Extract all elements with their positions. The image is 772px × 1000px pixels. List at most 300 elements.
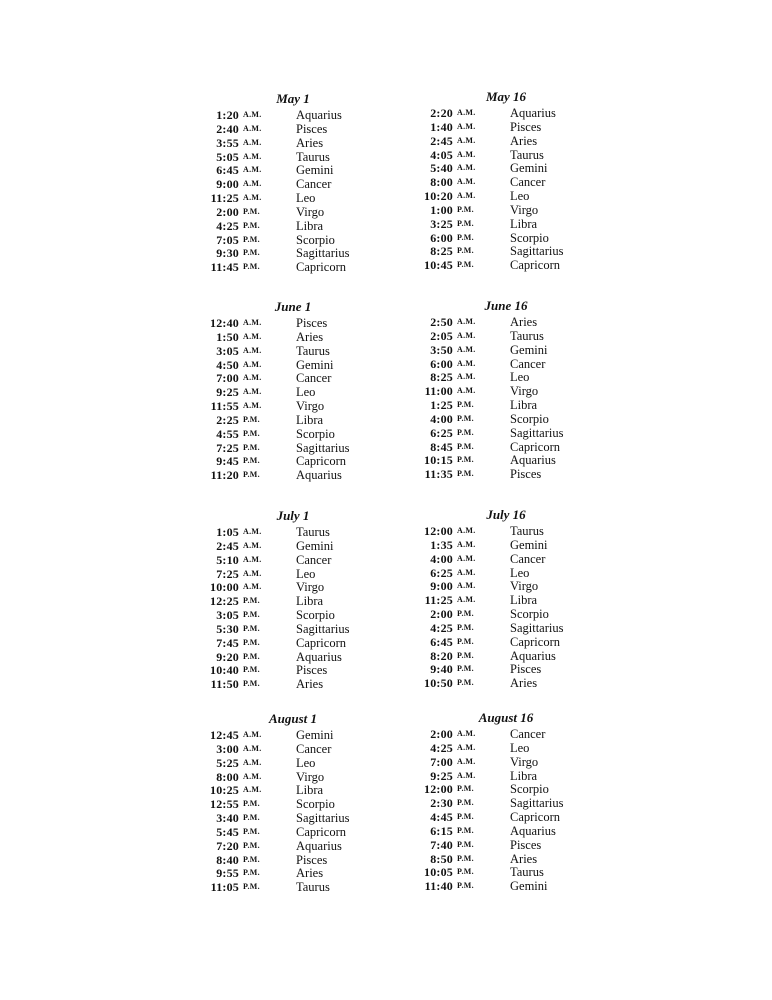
time-cell: 2:45 (430, 133, 453, 148)
sign-cell: Libra (296, 594, 324, 609)
time-cell: 2:25 (216, 412, 239, 427)
table-row (419, 796, 772, 810)
sign-cell: Taurus (510, 865, 544, 880)
sign-cell: Capricorn (510, 634, 560, 649)
time-cell: 11:45 (210, 260, 239, 275)
table-row (419, 120, 772, 134)
sign-cell: Aquarius (296, 838, 342, 853)
sign-cell: Scorpio (510, 230, 549, 245)
ampm-cell: A.M. (243, 387, 262, 397)
sign-cell: Aries (510, 851, 538, 866)
time-cell: 9:00 (216, 177, 239, 192)
ampm-cell: P.M. (243, 813, 260, 823)
ampm-cell: A.M. (457, 330, 476, 340)
sign-cell: Capricorn (510, 258, 560, 273)
ampm-cell: P.M. (243, 442, 260, 452)
sign-cell: Aquarius (296, 108, 342, 122)
ampm-cell: P.M. (457, 469, 474, 479)
time-cell: 9:20 (216, 649, 239, 664)
sign-cell: Sagittarius (510, 620, 564, 635)
ampm-cell: P.M. (243, 414, 260, 424)
ampm-cell: P.M. (457, 798, 474, 808)
sign-cell: Taurus (296, 880, 330, 895)
ampm-cell: P.M. (243, 248, 260, 258)
time-cell: 10:05 (424, 865, 453, 880)
table-row (419, 231, 772, 245)
sign-cell: Aries (296, 677, 324, 692)
sign-cell: Virgo (296, 580, 325, 595)
ampm-cell: P.M. (457, 260, 474, 270)
table-row (419, 175, 772, 189)
ampm-cell: P.M. (457, 839, 474, 849)
sign-cell: Virgo (296, 769, 325, 784)
table-row (419, 217, 772, 231)
table-row (419, 566, 772, 580)
ampm-cell: A.M. (243, 771, 262, 781)
time-cell: 1:25 (430, 398, 453, 413)
sign-cell: Sagittarius (296, 440, 350, 455)
sign-cell: Sagittarius (296, 811, 350, 826)
ampm-cell: P.M. (243, 840, 260, 850)
date-heading: May 16 (485, 89, 527, 104)
sign-cell: Taurus (296, 525, 330, 539)
time-cell: 8:40 (216, 852, 239, 867)
time-cell: 3:00 (216, 741, 239, 756)
ampm-cell: A.M. (457, 149, 476, 159)
table-row (419, 741, 772, 755)
sign-cell: Gemini (510, 161, 548, 176)
date-heading: July 16 (486, 507, 526, 522)
ampm-cell: P.M. (457, 784, 474, 794)
sign-cell: Virgo (296, 399, 325, 414)
ampm-cell: P.M. (457, 678, 474, 688)
sign-cell: Gemini (296, 357, 334, 372)
time-cell: 9:25 (216, 385, 239, 400)
sign-cell: Cancer (510, 356, 546, 371)
ampm-cell: A.M. (457, 595, 476, 605)
ampm-cell: A.M. (243, 151, 262, 161)
sign-cell: Aries (296, 329, 324, 344)
time-cell: 10:25 (210, 783, 239, 798)
ampm-cell: P.M. (457, 867, 474, 877)
sign-cell: Virgo (296, 204, 325, 219)
sign-cell: Libra (510, 593, 538, 608)
time-cell: 11:25 (424, 593, 453, 608)
time-sign-list (419, 315, 772, 481)
ampm-cell: A.M. (243, 554, 262, 564)
sign-cell: Pisces (296, 852, 328, 867)
sign-cell: Leo (296, 191, 316, 206)
sign-cell: Leo (296, 566, 316, 581)
sign-cell: Capricorn (296, 635, 346, 650)
ampm-cell: P.M. (457, 636, 474, 646)
sign-cell: Aries (296, 135, 324, 150)
ampm-cell: A.M. (243, 193, 262, 203)
time-cell: 5:40 (430, 161, 453, 176)
ampm-cell: P.M. (457, 455, 474, 465)
ampm-cell: A.M. (457, 526, 476, 535)
ampm-cell: A.M. (457, 121, 476, 131)
table-row (419, 412, 772, 426)
time-cell: 9:40 (430, 662, 453, 677)
ampm-cell: A.M. (243, 318, 262, 327)
table-row (419, 607, 772, 621)
time-cell: 5:05 (216, 149, 239, 164)
ampm-cell: A.M. (243, 785, 262, 795)
time-cell: 4:00 (430, 411, 453, 426)
time-cell: 5:30 (216, 621, 239, 636)
table-row (419, 398, 772, 412)
table-row (419, 161, 772, 175)
sign-cell: Cancer (296, 552, 332, 567)
ampm-cell: A.M. (457, 567, 476, 577)
sign-cell: Virgo (510, 754, 539, 769)
time-cell: 1:00 (430, 202, 453, 217)
ampm-cell: A.M. (457, 191, 476, 201)
ampm-cell: P.M. (457, 825, 474, 835)
time-cell: 10:20 (424, 189, 453, 204)
table-row (419, 106, 772, 120)
table-row (419, 467, 772, 481)
sign-cell: Sagittarius (510, 796, 564, 811)
ampm-cell: P.M. (243, 854, 260, 864)
sign-cell: Leo (510, 189, 530, 204)
time-cell: 11:40 (424, 879, 453, 894)
ampm-cell: A.M. (457, 135, 476, 145)
ampm-cell: A.M. (243, 331, 262, 341)
ampm-cell: A.M. (243, 730, 262, 739)
ampm-cell: P.M. (243, 428, 260, 438)
table-row (419, 357, 772, 371)
time-cell: 10:40 (210, 663, 239, 678)
sign-cell: Scorpio (510, 411, 549, 426)
time-cell: 11:20 (210, 468, 239, 483)
time-cell: 9:45 (216, 454, 239, 469)
sign-cell: Cancer (510, 727, 546, 741)
table-row (419, 370, 772, 384)
ampm-cell: P.M. (457, 881, 474, 891)
table-row (419, 769, 772, 783)
ampm-cell: A.M. (457, 386, 476, 396)
sign-cell: Aquarius (510, 823, 556, 838)
time-cell: 12:40 (210, 316, 239, 330)
table-row (419, 755, 772, 769)
ampm-cell: P.M. (457, 441, 474, 451)
table-row (419, 453, 772, 467)
sign-cell: Gemini (296, 538, 334, 553)
sign-cell: Scorpio (296, 797, 335, 812)
sign-cell: Aries (510, 676, 538, 691)
sign-cell: Capricorn (296, 824, 346, 839)
date-table (419, 711, 772, 911)
table-row (419, 384, 772, 398)
time-cell: 4:05 (430, 147, 453, 162)
time-cell: 6:25 (430, 565, 453, 580)
time-cell: 4:55 (216, 426, 239, 441)
time-cell: 3:40 (216, 811, 239, 826)
date-heading: May 1 (276, 91, 310, 106)
sign-cell: Scorpio (296, 232, 335, 247)
time-cell: 8:00 (430, 175, 453, 190)
sign-cell: Cancer (296, 741, 332, 756)
sign-cell: Scorpio (510, 782, 549, 797)
time-cell: 2:45 (216, 538, 239, 553)
table-row (419, 524, 772, 538)
time-cell: 3:25 (430, 216, 453, 231)
ampm-cell: A.M. (457, 163, 476, 173)
time-cell: 4:25 (430, 620, 453, 635)
time-cell: 8:45 (430, 439, 453, 454)
table-row (419, 148, 772, 162)
sign-cell: Gemini (296, 728, 334, 742)
ampm-cell: P.M. (243, 262, 260, 272)
time-cell: 7:00 (216, 371, 239, 386)
ampm-cell: P.M. (457, 427, 474, 437)
ampm-cell: A.M. (457, 344, 476, 354)
sign-cell: Taurus (296, 343, 330, 358)
time-cell: 7:20 (216, 838, 239, 853)
ampm-cell: A.M. (457, 358, 476, 368)
ampm-cell: A.M. (457, 317, 476, 326)
sign-cell: Sagittarius (510, 425, 564, 440)
ampm-cell: P.M. (457, 218, 474, 228)
table-row (419, 315, 772, 329)
table-row (419, 879, 772, 893)
table-row (419, 203, 772, 217)
ampm-cell: A.M. (243, 568, 262, 578)
time-sign-list (419, 727, 772, 893)
time-cell: 11:35 (424, 467, 453, 482)
ampm-cell: A.M. (457, 729, 476, 738)
ampm-cell: A.M. (243, 527, 262, 536)
time-cell: 12:00 (424, 782, 453, 797)
table-row (419, 852, 772, 866)
sign-cell: Taurus (510, 147, 544, 162)
ampm-cell: A.M. (457, 581, 476, 591)
time-cell: 12:00 (424, 524, 453, 538)
ampm-cell: P.M. (243, 596, 260, 606)
time-sign-list (419, 106, 772, 272)
ampm-cell: P.M. (243, 456, 260, 466)
ampm-cell: A.M. (243, 757, 262, 767)
table-row (419, 649, 772, 663)
table-row (419, 727, 772, 741)
ampm-cell: P.M. (243, 220, 260, 230)
ampm-cell: P.M. (243, 637, 260, 647)
time-cell: 8:50 (430, 851, 453, 866)
time-cell: 9:30 (216, 246, 239, 261)
sign-cell: Leo (296, 755, 316, 770)
time-cell: 8:25 (430, 244, 453, 259)
time-cell: 8:20 (430, 648, 453, 663)
sign-cell: Aquarius (296, 649, 342, 664)
sign-cell: Virgo (510, 579, 539, 594)
sign-cell: Cancer (510, 551, 546, 566)
time-cell: 3:05 (216, 343, 239, 358)
sign-cell: Libra (510, 768, 538, 783)
time-cell: 9:55 (216, 866, 239, 881)
table-row (419, 440, 772, 454)
sign-cell: Leo (510, 370, 530, 385)
sign-cell: Libra (296, 412, 324, 427)
sign-cell: Gemini (510, 537, 548, 552)
ampm-cell: A.M. (457, 770, 476, 780)
time-cell: 2:20 (430, 106, 453, 120)
time-cell: 2:05 (430, 328, 453, 343)
time-cell: 11:55 (210, 399, 239, 414)
date-heading: July 1 (276, 508, 310, 523)
date-heading: August 1 (268, 711, 318, 726)
time-cell: 6:45 (216, 163, 239, 178)
sign-cell: Cancer (510, 175, 546, 190)
time-cell: 5:45 (216, 824, 239, 839)
sign-cell: Aries (510, 315, 538, 329)
table-row (419, 244, 772, 258)
ampm-cell: P.M. (243, 623, 260, 633)
time-cell: 8:00 (216, 769, 239, 784)
sign-cell: Taurus (510, 524, 544, 538)
sign-cell: Virgo (510, 384, 539, 399)
sign-cell: Taurus (296, 149, 330, 164)
time-cell: 11:05 (210, 880, 239, 895)
table-row (419, 579, 772, 593)
ampm-cell: P.M. (457, 204, 474, 214)
time-cell: 12:45 (210, 728, 239, 742)
time-cell: 1:50 (216, 329, 239, 344)
ampm-cell: A.M. (243, 345, 262, 355)
ampm-cell: A.M. (243, 137, 262, 147)
ampm-cell: P.M. (243, 470, 260, 480)
time-cell: 2:40 (216, 121, 239, 136)
ampm-cell: A.M. (243, 123, 262, 133)
date-table (419, 299, 772, 499)
ampm-cell: P.M. (457, 413, 474, 423)
sign-cell: Virgo (510, 202, 539, 217)
time-cell: 2:00 (430, 607, 453, 622)
time-cell: 4:00 (430, 551, 453, 566)
sign-cell: Libra (296, 218, 324, 233)
time-cell: 10:00 (210, 580, 239, 595)
sign-cell: Aries (510, 133, 538, 148)
sign-cell: Taurus (510, 328, 544, 343)
table-row (419, 134, 772, 148)
ampm-cell: A.M. (457, 553, 476, 563)
ampm-cell: P.M. (243, 651, 260, 661)
time-cell: 2:30 (430, 796, 453, 811)
ampm-cell: P.M. (457, 400, 474, 410)
sign-cell: Scorpio (510, 607, 549, 622)
sign-cell: Aquarius (510, 453, 556, 468)
time-cell: 4:25 (430, 740, 453, 755)
time-cell: 7:00 (430, 754, 453, 769)
time-cell: 11:25 (210, 191, 239, 206)
table-row (419, 538, 772, 552)
time-cell: 6:45 (430, 634, 453, 649)
time-cell: 1:05 (216, 525, 239, 539)
table-row (419, 838, 772, 852)
ampm-cell: P.M. (243, 234, 260, 244)
date-heading: June 1 (274, 299, 312, 314)
ampm-cell: P.M. (243, 679, 260, 689)
table-row (419, 552, 772, 566)
ampm-cell: A.M. (243, 401, 262, 411)
table-row (419, 810, 772, 824)
ampm-cell: P.M. (243, 665, 260, 675)
table-row (419, 662, 772, 676)
sign-cell: Pisces (510, 837, 542, 852)
table-row (419, 258, 772, 272)
time-cell: 4:45 (430, 810, 453, 825)
sign-cell: Pisces (296, 316, 328, 330)
time-cell: 7:25 (216, 440, 239, 455)
sign-cell: Pisces (510, 467, 542, 482)
time-cell: 2:00 (430, 727, 453, 741)
sign-cell: Libra (296, 783, 324, 798)
ampm-cell: A.M. (457, 742, 476, 752)
ampm-cell: A.M. (457, 756, 476, 766)
time-cell: 4:25 (216, 218, 239, 233)
date-heading: June 16 (484, 298, 528, 313)
ampm-cell: P.M. (243, 868, 260, 878)
time-cell: 5:25 (216, 755, 239, 770)
time-cell: 1:35 (430, 537, 453, 552)
table-row (419, 343, 772, 357)
sign-cell: Aquarius (510, 648, 556, 663)
ampm-cell: P.M. (457, 812, 474, 822)
time-cell: 7:05 (216, 232, 239, 247)
ampm-cell: A.M. (243, 540, 262, 550)
ampm-cell: P.M. (457, 664, 474, 674)
sign-cell: Leo (510, 565, 530, 580)
time-cell: 5:10 (216, 552, 239, 567)
sign-cell: Sagittarius (296, 621, 350, 636)
ampm-cell: P.M. (243, 799, 260, 809)
sign-cell: Libra (510, 216, 538, 231)
time-cell: 3:55 (216, 135, 239, 150)
time-sign-list (419, 524, 772, 690)
time-cell: 7:45 (216, 635, 239, 650)
sign-cell: Pisces (296, 663, 328, 678)
ampm-cell: P.M. (243, 826, 260, 836)
sign-cell: Capricorn (510, 810, 560, 825)
table-row (419, 621, 772, 635)
table-row (419, 593, 772, 607)
time-cell: 4:50 (216, 357, 239, 372)
sign-cell: Cancer (296, 371, 332, 386)
ampm-cell: P.M. (243, 882, 260, 892)
sign-cell: Gemini (510, 879, 548, 894)
sign-cell: Gemini (296, 163, 334, 178)
time-cell: 2:50 (430, 315, 453, 329)
sign-cell: Pisces (296, 121, 328, 136)
table-row (419, 189, 772, 203)
sign-cell: Scorpio (296, 426, 335, 441)
table-row (419, 329, 772, 343)
time-cell: 7:25 (216, 566, 239, 581)
ampm-cell: A.M. (243, 743, 262, 753)
sign-cell: Capricorn (296, 454, 346, 469)
date-table (419, 90, 772, 290)
ampm-cell: A.M. (243, 165, 262, 175)
time-cell: 10:50 (424, 676, 453, 691)
ampm-cell: A.M. (457, 372, 476, 382)
ampm-cell: A.M. (243, 582, 262, 592)
table-row (419, 865, 772, 879)
time-cell: 12:25 (210, 594, 239, 609)
table-row (419, 635, 772, 649)
time-cell: 1:20 (216, 108, 239, 122)
table-row (419, 782, 772, 796)
